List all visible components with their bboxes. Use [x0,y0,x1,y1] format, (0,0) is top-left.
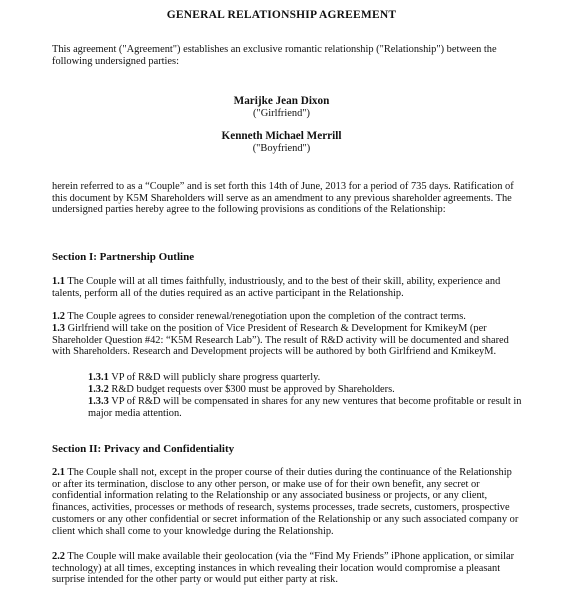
party1-role: ("Girlfriend") [253,108,310,119]
clause-1-3 [52,323,522,358]
clause-1-1-text: The Couple will at all times faithfully, industriously, and to the best of their skill, ability, experience and talents, perform all of the duties required as an active participant in the Relationship. [52,276,501,299]
clause-1-2 [52,311,522,323]
clause-1-3-3 [88,396,528,419]
clause-2-1 [52,467,522,537]
clause-1-3-2 [88,384,528,396]
preamble-paragraph: herein referred to as a “Couple” and is set forth this 14th of June, 2013 for a period of 735 days. Ratification of this document by K5M Shareholders will serve as an amendment to any previous shareholder agreements. The undersigned parties hereby agree to the following provisions as conditions of the Relationship: [52,181,514,216]
clause-1-3-1 [88,372,528,384]
section2-heading: Section II: Privacy and Confidentiality [52,443,235,455]
clause-1-3-text: Girlfriend will take on the position of Vice President of Research & Development for KmikeyM (per Shareholder Question #42: “K5M Research Lab”). The result of R&D activity will be documented and shared with Shareholders. Research and Development projects will be authored by both Girlfriend and KmikeyM. [52,323,509,358]
clause-1-3-3-number: 1.3.3 [88,396,109,407]
clause-2-2-text: The Couple will make available their geolocation (via the “Find My Friends” iPhone application, or similar technology) at all times, excepting instances in which revealing their location would compromise a pleasant surprise intended for the other party or would put either party at risk. [52,551,515,586]
party1-name: Marijke Jean Dixon [233,95,330,107]
clause-1-3-2-text: R&D budget requests over $300 must be approved by Shareholders. [111,384,395,395]
clause-1-2-text: The Couple agrees to consider renewal/renegotiation upon the completion of the contract terms. [67,311,466,322]
clause-1-3-1-number: 1.3.1 [88,372,109,383]
document-title: GENERAL RELATIONSHIP AGREEMENT [166,9,397,21]
section1-heading: Section I: Partnership Outline [52,251,195,263]
clause-1-3-number: 1.3 [52,323,65,334]
clause-1-2-number: 1.2 [52,311,65,322]
clause-2-1-text: The Couple shall not, except in the proper course of their duties during the continuance of the Relationship or after its termination, disclose to any other person, or make use of for their own benefit, any secret or confidential information relating to the Relationship or any associated business or projects, or any client, finances, activities, processes or methods of research, systems processes, trade secrets, customers, prospective customers or any other confidential or secret information of the Relationship or any such associated company or client which shall come to your knowledge during the Relationship. [52,467,519,537]
party2-name: Kenneth Michael Merrill [221,130,342,142]
party2-role: ("Boyfriend") [252,143,311,154]
clause-2-1-number: 2.1 [52,467,65,478]
clause-2-2-number: 2.2 [52,551,65,562]
clause-1-1 [52,276,522,299]
clause-2-2 [52,551,522,586]
intro-paragraph: This agreement ("Agreement") establishes an exclusive romantic relationship ("Relationship") between the following undersigned parties: [52,44,497,67]
clause-1-3-2-number: 1.3.2 [88,384,109,395]
clause-1-1-number: 1.1 [52,276,65,287]
clause-1-3-1-text: VP of R&D will publicly share progress quarterly. [111,372,321,383]
clause-1-3-3-text: VP of R&D will be compensated in shares for any new ventures that become profitable or result in major media attention. [88,396,522,419]
